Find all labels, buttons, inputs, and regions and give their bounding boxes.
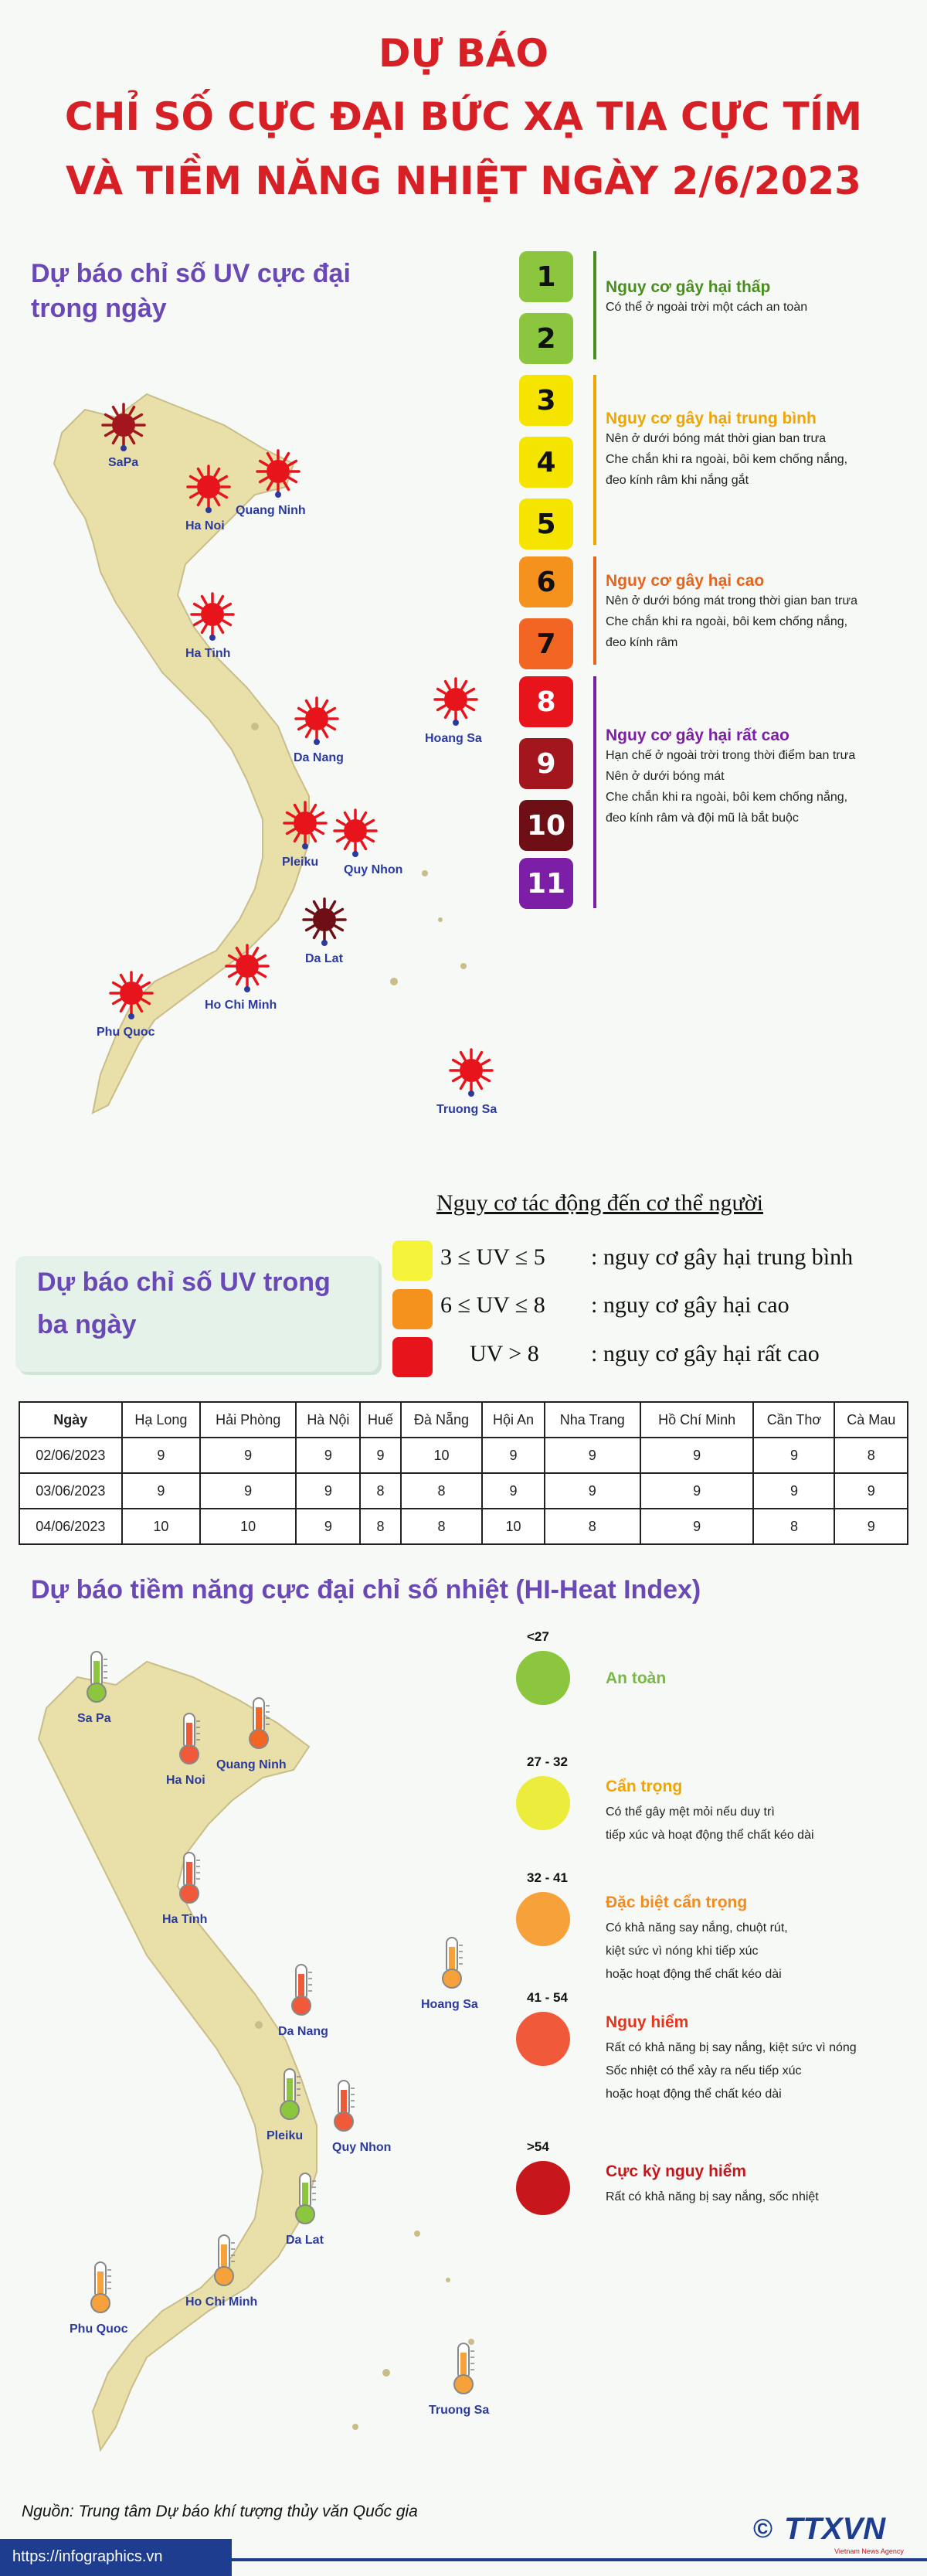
- group-bar-high: [593, 556, 596, 665]
- city-label: Hoang Sa: [421, 1998, 478, 2011]
- title-line-2: CHỈ SỐ CỰC ĐẠI BỨC XẠ TIA CỰC TÍM: [64, 94, 863, 139]
- heat-range: <27: [527, 1629, 549, 1644]
- uv-group-line: Che chắn khi ra ngoài, bôi kem chống nắng,: [606, 791, 848, 804]
- city-label: Truong Sa: [436, 1103, 497, 1116]
- city-label: Ho Chi Minh: [185, 2295, 258, 2309]
- uv-group-line: đeo kính râm và đội mũ là bắt buộc: [606, 812, 799, 825]
- city-label: Phu Quoc: [70, 2322, 128, 2336]
- group-bar-very-high: [593, 676, 596, 908]
- city-label: Ha Tinh: [162, 1913, 208, 1926]
- table-cell: 9: [122, 1473, 201, 1509]
- thermometer-icon: [87, 2261, 114, 2315]
- uv-group-medium: [606, 410, 847, 491]
- legend-swatch-medium: [392, 1240, 433, 1281]
- table-cell: 9: [834, 1473, 908, 1509]
- table-cell: 04/06/2023: [19, 1509, 122, 1544]
- heat-range: 32 - 41: [527, 1870, 568, 1885]
- city-label: Truong Sa: [429, 2404, 490, 2417]
- heat-label: Cẩn trọng: [606, 1778, 683, 1795]
- uv-scale-box: 9: [519, 738, 573, 789]
- table-cell: 10: [482, 1509, 544, 1544]
- uv-scale-box: 1: [519, 251, 573, 302]
- table-cell: 8: [401, 1473, 483, 1509]
- legend-range: 6 ≤ UV ≤ 8: [440, 1292, 545, 1318]
- sun-icon: [185, 464, 232, 510]
- thermometer-icon: [331, 2079, 357, 2133]
- heat-text: Rất có khả năng bị say nắng, kiệt sức vì nóng: [606, 2041, 857, 2054]
- heat-circle: [516, 2012, 570, 2066]
- table-cell: 9: [296, 1509, 360, 1544]
- city-dot: [468, 1091, 474, 1097]
- legend-range: UV > 8: [470, 1341, 539, 1366]
- table-cell: 9: [482, 1473, 544, 1509]
- uv-group-line: đeo kính râm khi nắng gắt: [606, 474, 749, 487]
- uv-group-line: Nên ở dưới bóng mát: [606, 770, 725, 783]
- sun-icon: [189, 591, 236, 638]
- three-day-title-2: ba ngày: [37, 1310, 137, 1339]
- legend-text: : nguy cơ gây hại trung bình: [591, 1244, 854, 1270]
- table-cell: 9: [122, 1438, 201, 1473]
- ttxvn-logo: TTXVN: [784, 2512, 886, 2546]
- table-header: Hội An: [482, 1402, 544, 1438]
- heat-circle: [516, 2161, 570, 2215]
- url-link[interactable]: https://infographics.vn: [12, 2548, 163, 2565]
- table-header: Hà Nội: [296, 1402, 360, 1438]
- title-line-3: VÀ TIỀM NĂNG NHIỆT NGÀY 2/6/2023: [66, 158, 861, 203]
- table-header: Đà Nẵng: [401, 1402, 483, 1438]
- thermometer-icon: [277, 2067, 303, 2122]
- uv-group-line: Có thể ở ngoài trời một cách an toàn: [606, 301, 808, 314]
- heat-section-title: Dự báo tiềm năng cực đại chỉ số nhiệt (HI-Heat Index): [31, 1575, 701, 1604]
- table-header: Nha Trang: [545, 1402, 640, 1438]
- uv-group-line: Che chắn khi ra ngoài, bôi kem chống nắng,: [606, 453, 848, 466]
- uv-section-title-2: trong ngày: [31, 294, 167, 323]
- uv-scale-box: 8: [519, 676, 573, 727]
- table-header: Hồ Chí Minh: [640, 1402, 754, 1438]
- url-bar: [0, 2539, 232, 2576]
- title-line-1: DỰ BÁO: [379, 31, 548, 76]
- table-cell: 02/06/2023: [19, 1438, 122, 1473]
- uv-group-very-high: [606, 727, 855, 829]
- thermometer-icon: [176, 1712, 202, 1766]
- city-label: SaPa: [108, 456, 139, 469]
- legend-range: 3 ≤ UV ≤ 5: [440, 1244, 545, 1270]
- city-label: Da Nang: [278, 2025, 328, 2038]
- city-label: Quang Ninh: [236, 504, 306, 517]
- table-header: Ngày: [19, 1402, 122, 1438]
- sun-icon: [294, 696, 340, 742]
- table-header: Huế: [360, 1402, 400, 1438]
- uv-group-line: Nên ở dưới bóng mát thời gian ban trưa: [606, 432, 827, 445]
- city-label: Quang Ninh: [216, 1758, 287, 1771]
- city-label: Da Lat: [305, 952, 343, 965]
- city-label: Ha Noi: [166, 1774, 205, 1787]
- city-label: Pleiku: [282, 856, 319, 869]
- heat-label: Đặc biệt cẩn trọng: [606, 1894, 748, 1911]
- sun-icon: [332, 808, 379, 854]
- city-dot: [321, 940, 328, 946]
- city-label: Ho Chi Minh: [205, 999, 277, 1012]
- table-cell: 03/06/2023: [19, 1473, 122, 1509]
- table-cell: 9: [200, 1473, 296, 1509]
- table-cell: 9: [482, 1438, 544, 1473]
- heat-label: Cực kỳ nguy hiểm: [606, 2163, 747, 2180]
- group-bar-medium: [593, 375, 596, 545]
- table-header: Cà Mau: [834, 1402, 908, 1438]
- thermometer-icon: [211, 2234, 237, 2288]
- source-text: Nguồn: Trung tâm Dự báo khí tượng thủy văn Quốc gia: [22, 2503, 418, 2520]
- thermometer-icon: [176, 1851, 202, 1905]
- city-dot: [244, 986, 250, 992]
- sun-icon: [224, 943, 270, 989]
- table-cell: 10: [122, 1509, 201, 1544]
- uv-group-line: đeo kính râm: [606, 636, 678, 649]
- table-cell: 10: [401, 1438, 483, 1473]
- sun-icon: [282, 800, 328, 846]
- legend-text: : nguy cơ gây hại cao: [591, 1292, 789, 1318]
- city-dot: [275, 492, 281, 498]
- sun-icon: [448, 1047, 494, 1094]
- thermometer-icon: [246, 1696, 272, 1751]
- table-cell: 8: [753, 1509, 834, 1544]
- table-cell: 9: [640, 1438, 754, 1473]
- uv-group-title: Nguy cơ gây hại trung bình: [606, 410, 817, 427]
- thermometer-icon: [450, 2342, 477, 2396]
- ttxvn-logo-sub: Vietnam News Agency: [834, 2547, 904, 2555]
- uv-scale-box: 11: [519, 858, 573, 909]
- heat-label: An toàn: [606, 1669, 667, 1687]
- city-dot: [314, 739, 320, 745]
- table-cell: 9: [545, 1438, 640, 1473]
- city-label: Pleiku: [267, 2129, 304, 2142]
- city-dot: [209, 635, 216, 641]
- heat-circle: [516, 1892, 570, 1946]
- city-dot: [302, 843, 308, 849]
- table-cell: 9: [200, 1438, 296, 1473]
- sun-icon: [108, 970, 154, 1016]
- group-bar-low: [593, 251, 596, 359]
- three-day-title-1: Dự báo chỉ số UV trong: [37, 1268, 331, 1297]
- city-label: Quy Nhon: [332, 2141, 392, 2154]
- legend-swatch-very-high: [392, 1337, 433, 1377]
- uv-scale-box: 2: [519, 313, 573, 364]
- table-cell: 9: [296, 1438, 360, 1473]
- heat-text: kiệt sức vì nóng khi tiếp xúc: [606, 1945, 759, 1958]
- city-label: Phu Quoc: [97, 1026, 155, 1039]
- uv-scale-box: 6: [519, 556, 573, 607]
- table-header: Hải Phòng: [200, 1402, 296, 1438]
- heat-text: Sốc nhiệt có thể xảy ra nếu tiếp xúc: [606, 2064, 802, 2077]
- city-dot: [121, 445, 127, 451]
- table-header-row: [19, 1402, 908, 1438]
- legend-swatch-high: [392, 1289, 433, 1329]
- uv-scale-box: 7: [519, 618, 573, 669]
- sun-icon: [433, 676, 479, 723]
- heat-label: Nguy hiểm: [606, 2013, 689, 2031]
- city-dot: [128, 1013, 134, 1019]
- heat-circle: [516, 1651, 570, 1705]
- sun-icon: [255, 448, 301, 495]
- thermometer-icon: [288, 1963, 314, 2017]
- table-cell: 8: [360, 1473, 400, 1509]
- table-cell: 9: [545, 1473, 640, 1509]
- heat-range: >54: [527, 2139, 549, 2154]
- uv-scale-box: 3: [519, 375, 573, 426]
- three-day-title-box: [15, 1256, 379, 1372]
- table-header: Cần Thơ: [753, 1402, 834, 1438]
- table-cell: 9: [640, 1509, 754, 1544]
- uv-scale-box: 10: [519, 800, 573, 851]
- heat-text: Có thể gây mệt mỏi nếu duy trì: [606, 1805, 775, 1819]
- uv-group-title: Nguy cơ gây hại thấp: [606, 278, 771, 296]
- legend-title: Nguy cơ tác động đến cơ thể người: [436, 1190, 763, 1216]
- heat-range: 27 - 32: [527, 1754, 568, 1769]
- city-label: Hoang Sa: [425, 732, 482, 745]
- thermometer-icon: [439, 1936, 465, 1990]
- heat-range: 41 - 54: [527, 1990, 568, 2005]
- sun-icon: [301, 897, 348, 943]
- table-cell: 8: [360, 1509, 400, 1544]
- table-cell: 9: [360, 1438, 400, 1473]
- table-cell: 9: [296, 1473, 360, 1509]
- city-label: Da Lat: [286, 2234, 324, 2247]
- uv-group-high: [606, 572, 857, 653]
- table-row: [19, 1509, 908, 1544]
- city-label: Quy Nhon: [344, 863, 403, 876]
- uv-group-title: Nguy cơ gây hại rất cao: [606, 727, 789, 744]
- uv-section-title-1: Dự báo chỉ số UV cực đại: [31, 259, 351, 288]
- table-cell: 8: [834, 1438, 908, 1473]
- city-label: Ha Tinh: [185, 647, 231, 660]
- city-label: Sa Pa: [77, 1712, 111, 1725]
- sun-icon: [100, 402, 147, 448]
- copyright-icon: ©: [753, 2514, 773, 2544]
- table-cell: 8: [545, 1509, 640, 1544]
- uv-group-line: Hạn chế ở ngoài trời trong thời điểm ban trưa: [606, 749, 856, 762]
- table-cell: 9: [834, 1509, 908, 1544]
- heat-text: Có khả năng say nắng, chuột rút,: [606, 1921, 788, 1935]
- thermometer-icon: [292, 2172, 318, 2226]
- heat-circle: [516, 1776, 570, 1830]
- heat-text: tiếp xúc và hoạt động thể chất kéo dài: [606, 1829, 814, 1842]
- heat-text: hoặc hoạt động thể chất kéo dài: [606, 1968, 782, 1981]
- heat-text: hoặc hoạt động thể chất kéo dài: [606, 2088, 782, 2101]
- thermometer-icon: [83, 1650, 110, 1704]
- uv-group-line: Nên ở dưới bóng mát trong thời gian ban trưa: [606, 594, 857, 607]
- table-cell: 9: [753, 1473, 834, 1509]
- city-dot: [205, 507, 212, 513]
- table-row: [19, 1438, 908, 1473]
- uv-three-day-table: [19, 1401, 908, 1545]
- footer-line: [232, 2558, 927, 2561]
- uv-group-line: Che chắn khi ra ngoài, bôi kem chống nắng,: [606, 615, 848, 628]
- city-dot: [453, 720, 459, 726]
- heat-text: Rất có khả năng bị say nắng, sốc nhiệt: [606, 2190, 819, 2203]
- uv-group-low: [606, 278, 807, 318]
- uv-group-title: Nguy cơ gây hại cao: [606, 572, 765, 590]
- city-label: Da Nang: [294, 751, 344, 764]
- city-label: Ha Noi: [185, 519, 225, 533]
- uv-scale-box: 4: [519, 437, 573, 488]
- uv-scale-box: 5: [519, 499, 573, 550]
- city-dot: [352, 851, 358, 857]
- table-cell: 9: [640, 1473, 754, 1509]
- table-cell: 8: [401, 1509, 483, 1544]
- table-cell: 10: [200, 1509, 296, 1544]
- legend-text: : nguy cơ gây hại rất cao: [591, 1341, 820, 1366]
- table-cell: 9: [753, 1438, 834, 1473]
- table-row: [19, 1473, 908, 1509]
- table-header: Hạ Long: [122, 1402, 201, 1438]
